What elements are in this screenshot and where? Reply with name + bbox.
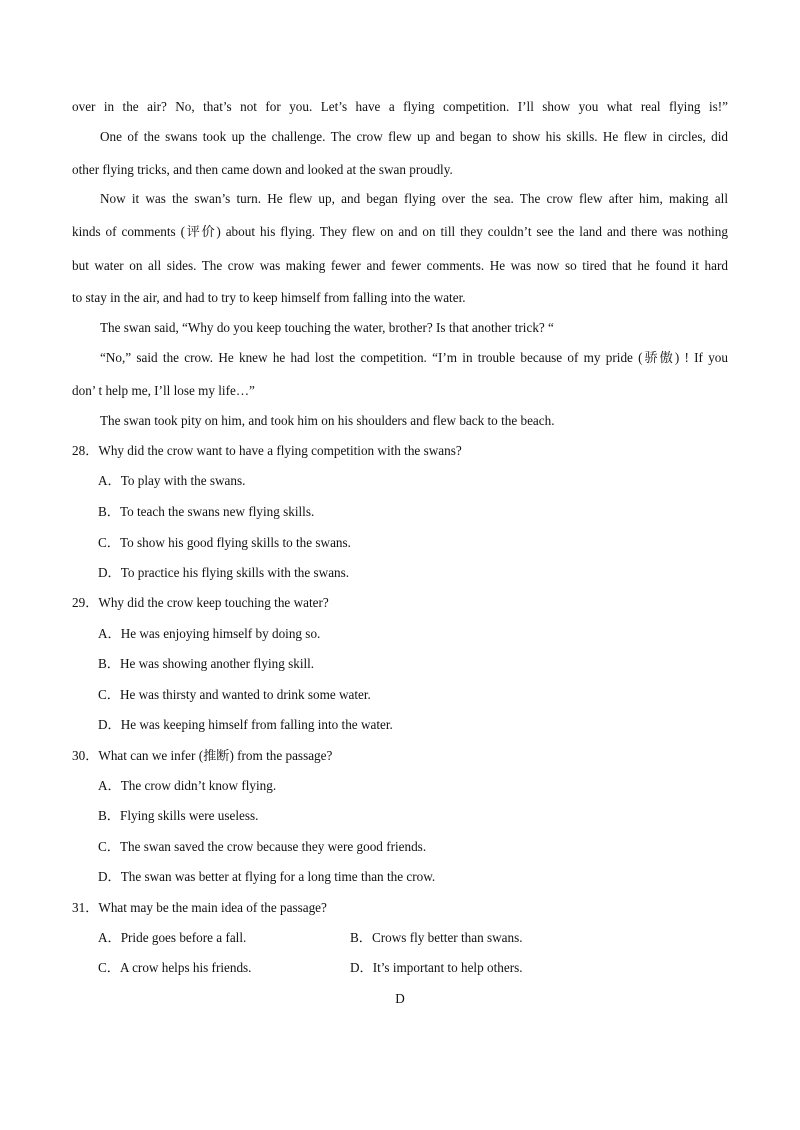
passage-line: The swan took pity on him, and took him on his shoulders and flew back to the beach. bbox=[100, 413, 555, 428]
answer-option: C．He was thirsty and wanted to drink some water. bbox=[98, 687, 371, 702]
passage-line: but water on all sides. The crow was making fewer and fewer comments. He was now so tired that he found it hard bbox=[72, 258, 728, 273]
answer-option: C．A crow helps his friends. bbox=[98, 960, 252, 975]
passage-line: to stay in the air, and had to try to keep himself from falling into the water. bbox=[72, 290, 466, 305]
answer-option: C．The swan saved the crow because they were good friends. bbox=[98, 839, 427, 854]
answer-option: B．To teach the swans new flying skills. bbox=[98, 504, 315, 519]
answer-option: C．To show his good flying skills to the swans. bbox=[98, 535, 351, 550]
answer-option: B．He was showing another flying skill. bbox=[98, 656, 315, 671]
question-stem: 29．Why did the crow keep touching the water? bbox=[72, 595, 329, 610]
answer-option: A．The crow didn’t know flying. bbox=[98, 778, 277, 793]
passage-line: One of the swans took up the challenge. The crow flew up and began to show his skills. He flew in circles, did bbox=[100, 129, 728, 144]
answer-option: A．He was enjoying himself by doing so. bbox=[98, 626, 321, 641]
passage-line: other flying tricks, and then came down and looked at the swan proudly. bbox=[72, 162, 453, 177]
passage-line: “No,” said the crow. He knew he had lost the competition. “I’m in trouble because of my pride (骄傲) ! If you bbox=[100, 350, 728, 365]
answer-option: D．To practice his flying skills with the swans. bbox=[98, 565, 350, 580]
passage-line: over in the air? No, that’s not for you. Let’s have a flying competition. I’ll show you what real flying is!” bbox=[72, 99, 728, 114]
answer-option: A．To play with the swans. bbox=[98, 473, 246, 488]
answer-option: A．Pride goes before a fall. bbox=[98, 930, 247, 945]
section-heading: D bbox=[395, 991, 405, 1006]
question-stem: 31．What may be the main idea of the passage? bbox=[72, 900, 327, 915]
answer-option: D．He was keeping himself from falling into the water. bbox=[98, 717, 393, 732]
answer-option: B．Flying skills were useless. bbox=[98, 808, 259, 823]
answer-option: D．The swan was better at flying for a long time than the crow. bbox=[98, 869, 436, 884]
answer-option: D．It’s important to help others. bbox=[350, 960, 523, 975]
passage-line: The swan said, “Why do you keep touching the water, brother? Is that another trick? “ bbox=[100, 320, 554, 335]
passage-line: kinds of comments (评价) about his flying. They flew on and on till they couldn’t see the land and there was nothing bbox=[72, 224, 728, 239]
answer-option: B．Crows fly better than swans. bbox=[350, 930, 523, 945]
passage-line: don’ t help me, I’ll lose my life…” bbox=[72, 383, 255, 398]
question-stem: 30．What can we infer (推断) from the passage? bbox=[72, 748, 333, 763]
passage-line: Now it was the swan’s turn. He flew up, and began flying over the sea. The crow flew after him, making all bbox=[100, 191, 728, 206]
question-stem: 28．Why did the crow want to have a flying competition with the swans? bbox=[72, 443, 462, 458]
